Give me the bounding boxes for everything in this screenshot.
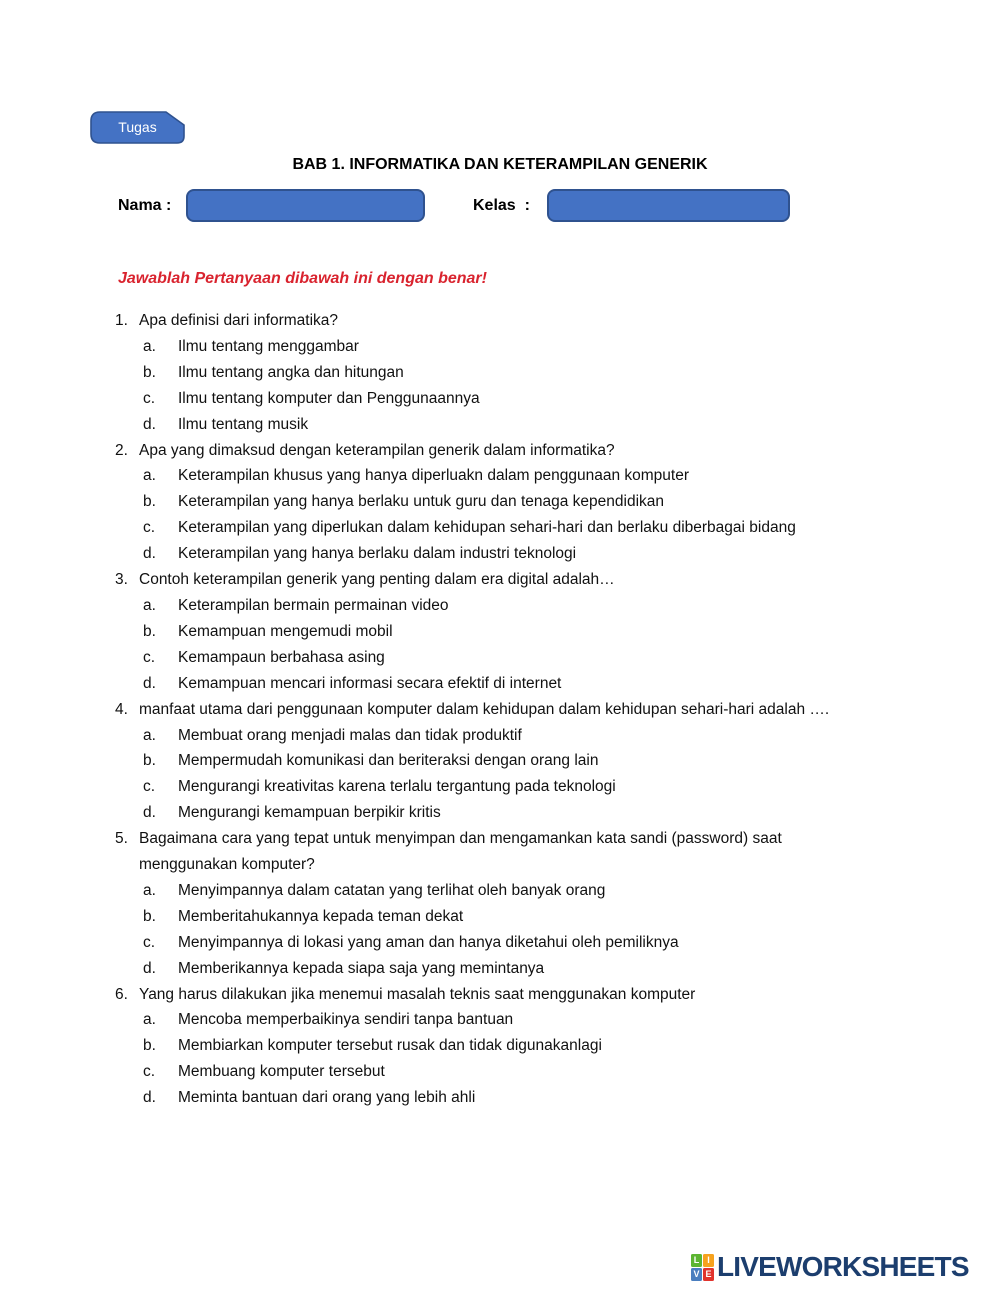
option-letter: c. <box>143 933 156 951</box>
option-text: Kemampaun berbahasa asing <box>178 648 385 666</box>
option-letter: a. <box>143 881 156 899</box>
option-item <box>143 774 876 800</box>
option-item <box>143 878 876 904</box>
logo-square-e: E <box>703 1268 714 1281</box>
kelas-input[interactable] <box>547 189 790 222</box>
option-item <box>143 1059 876 1085</box>
option-item <box>143 386 876 412</box>
option-letter: b. <box>143 907 156 925</box>
option-letter: c. <box>143 389 156 407</box>
option-item <box>143 1085 876 1111</box>
option-text: Membuat orang menjadi malas dan tidak produktif <box>178 726 522 744</box>
question-number: 2. <box>115 441 128 459</box>
option-item <box>143 334 876 360</box>
question-list <box>115 308 876 1111</box>
option-letter: b. <box>143 363 156 381</box>
option-text: Keterampilan bermain permainan video <box>178 596 449 614</box>
option-item <box>143 619 876 645</box>
question-number: 4. <box>115 700 128 718</box>
logo-square-v: V <box>691 1268 702 1281</box>
question-number: 6. <box>115 985 128 1003</box>
option-letter: a. <box>143 726 156 744</box>
option-text: Ilmu tentang komputer dan Penggunaannya <box>178 389 480 407</box>
option-letter: d. <box>143 1089 156 1107</box>
option-item <box>143 1007 876 1033</box>
option-item <box>143 956 876 982</box>
tugas-tab <box>90 111 185 144</box>
option-letter: d. <box>143 415 156 433</box>
option-letter: a. <box>143 337 156 355</box>
question-text: Contoh keterampilan generik yang penting dalam era digital adalah… <box>139 571 615 589</box>
option-item <box>143 463 876 489</box>
option-item <box>143 541 876 567</box>
kelas-label: Kelas : <box>473 197 530 214</box>
question-text: manfaat utama dari penggunaan komputer dalam kehidupan dalam kehidupan sehari-hari adalah …. <box>139 700 830 718</box>
option-letter: c. <box>143 519 156 537</box>
question-text: Bagaimana cara yang tepat untuk menyimpan dan mengamankan kata sandi (password) saat menggunakan komputer? <box>139 830 782 874</box>
liveworksheets-logo[interactable] <box>691 1253 969 1281</box>
option-letter: d. <box>143 959 156 977</box>
option-text: Meminta bantuan dari orang yang lebih ahli <box>178 1089 476 1107</box>
option-item <box>143 489 876 515</box>
question-item <box>115 308 876 334</box>
option-text: Ilmu tentang musik <box>178 415 309 433</box>
option-text: Memberitahukannya kepada teman dekat <box>178 907 464 925</box>
option-item <box>143 412 876 438</box>
option-item <box>143 671 876 697</box>
option-text: Keterampilan yang hanya berlaku dalam industri teknologi <box>178 545 577 563</box>
question-item <box>115 826 876 878</box>
question-item <box>115 697 876 723</box>
option-text: Membuang komputer tersebut <box>178 1063 385 1081</box>
option-letter: c. <box>143 1063 156 1081</box>
option-item <box>143 645 876 671</box>
option-item <box>143 930 876 956</box>
logo-square-i: I <box>703 1254 714 1267</box>
option-item <box>143 360 876 386</box>
option-text: Ilmu tentang menggambar <box>178 337 359 355</box>
question-item <box>115 438 876 464</box>
option-text: Memberikannya kepada siapa saja yang memintanya <box>178 959 545 977</box>
question-item <box>115 982 876 1008</box>
nama-input[interactable] <box>186 189 425 222</box>
option-text: Menyimpannya dalam catatan yang terlihat oleh banyak orang <box>178 881 606 899</box>
option-text: Keterampilan khusus yang hanya diperluakn dalam penggunaan komputer <box>178 467 689 485</box>
liveworksheets-logo-text: LIVEWORKSHEETS <box>717 1251 969 1282</box>
option-letter: a. <box>143 596 156 614</box>
option-text: Menyimpannya di lokasi yang aman dan hanya diketahui oleh pemiliknya <box>178 933 679 951</box>
tugas-label: Tugas <box>118 119 157 135</box>
option-letter: a. <box>143 467 156 485</box>
liveworksheets-logo-icon <box>691 1254 714 1281</box>
question-number: 5. <box>115 830 128 848</box>
option-letter: b. <box>143 1037 156 1055</box>
question-item <box>115 567 876 593</box>
option-text: Kemampuan mencari informasi secara efektif di internet <box>178 674 562 692</box>
question-text: Apa definisi dari informatika? <box>139 312 339 329</box>
option-letter: c. <box>143 648 156 666</box>
option-item <box>143 593 876 619</box>
option-letter: b. <box>143 493 156 511</box>
question-number: 1. <box>115 312 128 329</box>
option-letter: a. <box>143 1011 156 1029</box>
logo-square-l: L <box>691 1254 702 1267</box>
option-item <box>143 748 876 774</box>
option-text: Keterampilan yang hanya berlaku untuk guru dan tenaga kependidikan <box>178 493 665 511</box>
option-letter: d. <box>143 545 156 563</box>
option-letter: c. <box>143 778 156 796</box>
question-number: 3. <box>115 571 128 589</box>
option-item <box>143 515 876 541</box>
option-text: Mengurangi kreativitas karena terlalu tergantung pada teknologi <box>178 778 616 796</box>
option-text: Mempermudah komunikasi dan beriteraksi dengan orang lain <box>178 752 599 770</box>
nama-label: Nama : <box>118 197 172 214</box>
option-letter: d. <box>143 804 156 822</box>
option-item <box>143 723 876 749</box>
option-item <box>143 904 876 930</box>
option-text: Membiarkan komputer tersebut rusak dan tidak digunakanlagi <box>178 1037 602 1055</box>
option-letter: d. <box>143 674 156 692</box>
instruction-text: Jawablah Pertanyaan dibawah ini dengan benar! <box>118 270 487 287</box>
option-letter: b. <box>143 752 156 770</box>
option-item <box>143 800 876 826</box>
option-text: Keterampilan yang diperlukan dalam kehidupan sehari-hari dan berlaku diberbagai bidang <box>178 519 796 537</box>
question-text: Apa yang dimaksud dengan keterampilan generik dalam informatika? <box>139 441 615 459</box>
option-text: Mengurangi kemampuan berpikir kritis <box>178 804 441 822</box>
question-text: Yang harus dilakukan jika menemui masalah teknis saat menggunakan komputer <box>139 985 696 1003</box>
page-title: BAB 1. INFORMATIKA DAN KETERAMPILAN GENERIK <box>292 156 708 173</box>
option-text: Kemampuan mengemudi mobil <box>178 622 393 640</box>
option-letter: b. <box>143 622 156 640</box>
option-text: Mencoba memperbaikinya sendiri tanpa bantuan <box>178 1011 514 1029</box>
option-text: Ilmu tentang angka dan hitungan <box>178 363 404 381</box>
option-item <box>143 1033 876 1059</box>
